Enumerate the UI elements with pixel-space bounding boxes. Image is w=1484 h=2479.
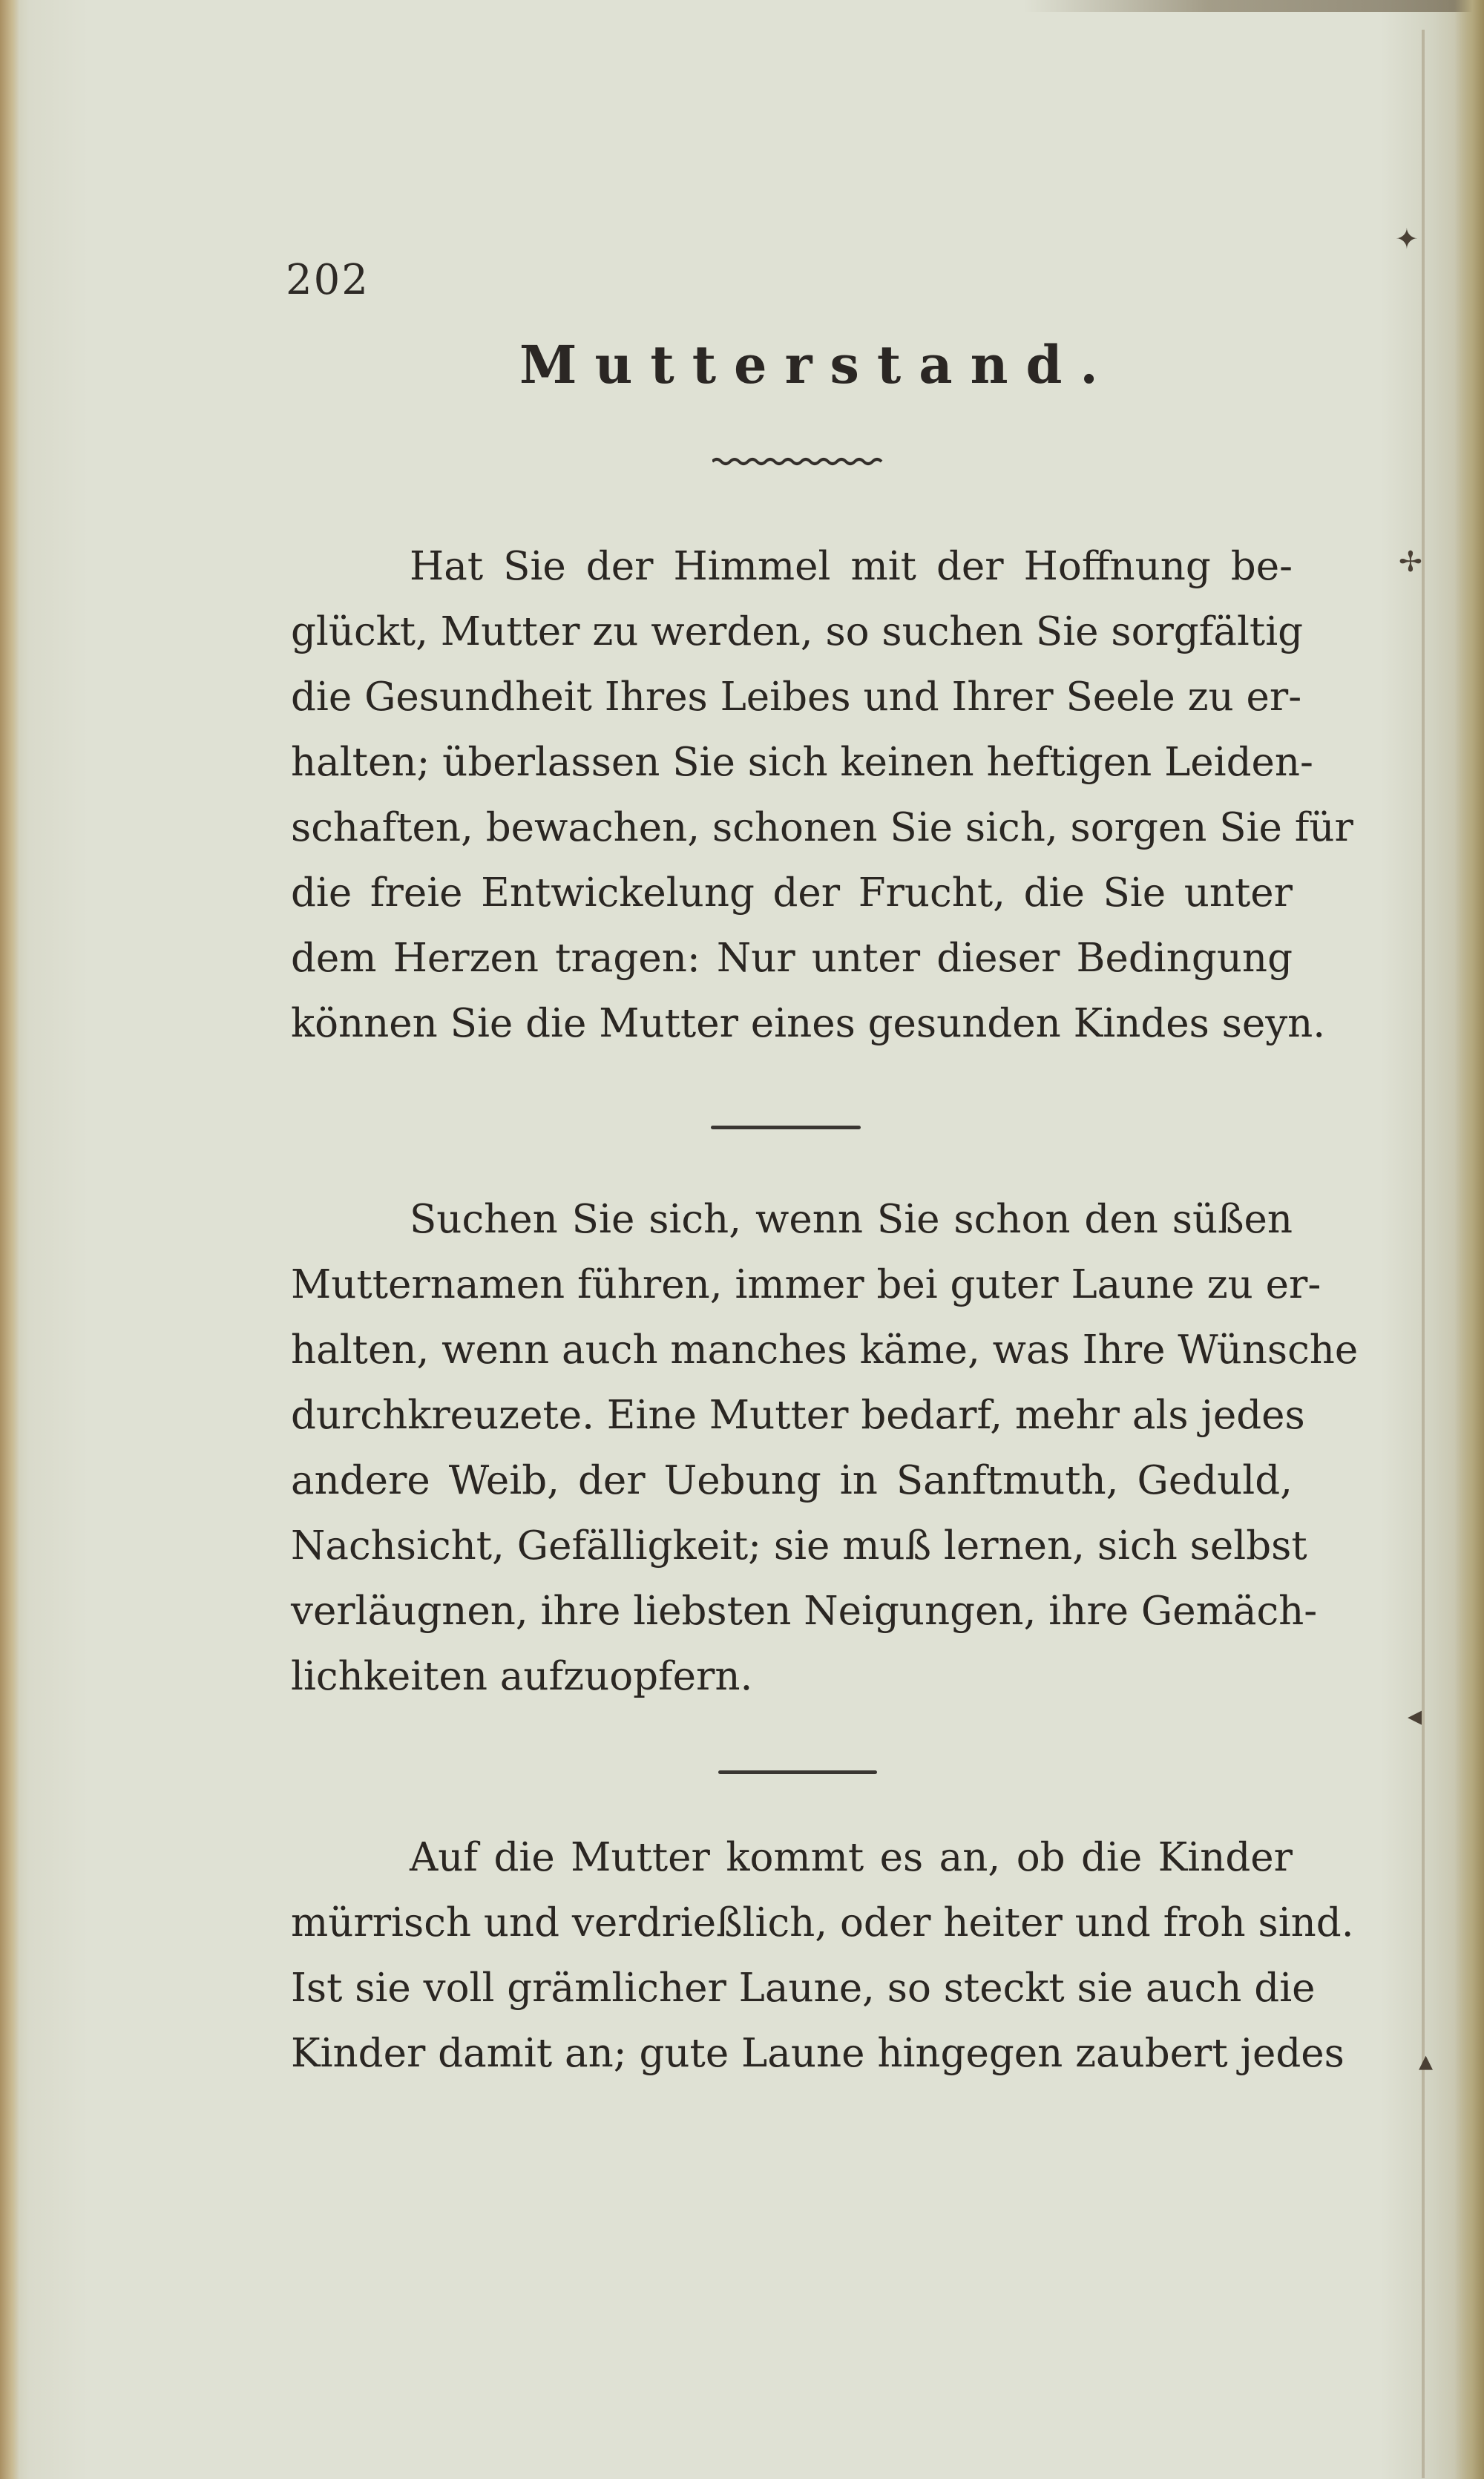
page-top-edge (1024, 0, 1484, 12)
paragraph-line: Auf die Mutter kommt es an, ob die Kinder (410, 1835, 1293, 1880)
paragraph-line: durchkreuzete. Eine Mutter bedarf, mehr als jedes (291, 1393, 1305, 1438)
paragraph-line: Kinder damit an; gute Laune hingegen zaubert jedes (291, 2031, 1345, 2076)
paragraph-line: lichkeiten aufzuopfern. (291, 1654, 753, 1699)
paragraph-line: Hat Sie der Himmel mit der Hoffnung be- (410, 544, 1293, 589)
paragraph-3 (291, 1825, 1354, 2086)
paragraph-line: verläugnen, ihre liebsten Neigungen, ihre Gemäch- (291, 1589, 1318, 1634)
paragraph-line: mürrisch und verdrießlich, oder heiter und froh sind. (291, 1900, 1354, 1946)
paragraph-line: andere Weib, der Uebung in Sanftmuth, Geduld, (291, 1458, 1293, 1503)
page-right-border (1422, 30, 1425, 2478)
wavy-ornament (712, 454, 883, 469)
paragraph-line: Mutternamen führen, immer bei guter Laune zu er- (291, 1262, 1322, 1307)
margin-mark-icon: ▴ (1419, 2044, 1434, 2077)
paragraph-line: dem Herzen tragen: Nur unter dieser Bedingung (291, 936, 1293, 981)
paragraph-line: Ist sie voll grämlicher Laune, so steckt sie auch die (291, 1966, 1316, 2011)
margin-mark-icon: ◂ (1408, 1699, 1422, 1732)
paragraph-line: halten, wenn auch manches käme, was Ihre Wünsche (291, 1327, 1359, 1373)
page-right-edge (1454, 0, 1484, 2479)
paragraph-line: Suchen Sie sich, wenn Sie schon den süßen (410, 1197, 1293, 1242)
margin-mark-icon: ✢ (1399, 545, 1422, 578)
paragraph-line: können Sie die Mutter eines gesunden Kindes seyn. (291, 1001, 1326, 1046)
paragraph-line: schaften, bewachen, schonen Sie sich, sorgen Sie für (291, 805, 1353, 850)
paragraph-line: halten; überlassen Sie sich keinen heftigen Leiden- (291, 740, 1313, 785)
margin-mark-icon: ✦ (1395, 223, 1419, 255)
chapter-title: Mutterstand. (519, 334, 1116, 395)
paragraph-line: die Gesundheit Ihres Leibes und Ihrer Seele zu er- (291, 674, 1302, 720)
paragraph-line: Nachsicht, Gefälligkeit; sie muß lernen, sich selbst (291, 1523, 1307, 1569)
page-number: 202 (286, 256, 370, 304)
paragraph-1 (291, 534, 1353, 1057)
paragraph-line: glückt, Mutter zu werden, so suchen Sie sorgfältig (291, 609, 1304, 654)
paragraph-2 (291, 1187, 1359, 1710)
paragraph-line: die freie Entwickelung der Frucht, die Sie unter (291, 870, 1293, 916)
section-divider (718, 1770, 877, 1774)
section-divider (711, 1126, 861, 1129)
page-left-edge (0, 0, 19, 2479)
